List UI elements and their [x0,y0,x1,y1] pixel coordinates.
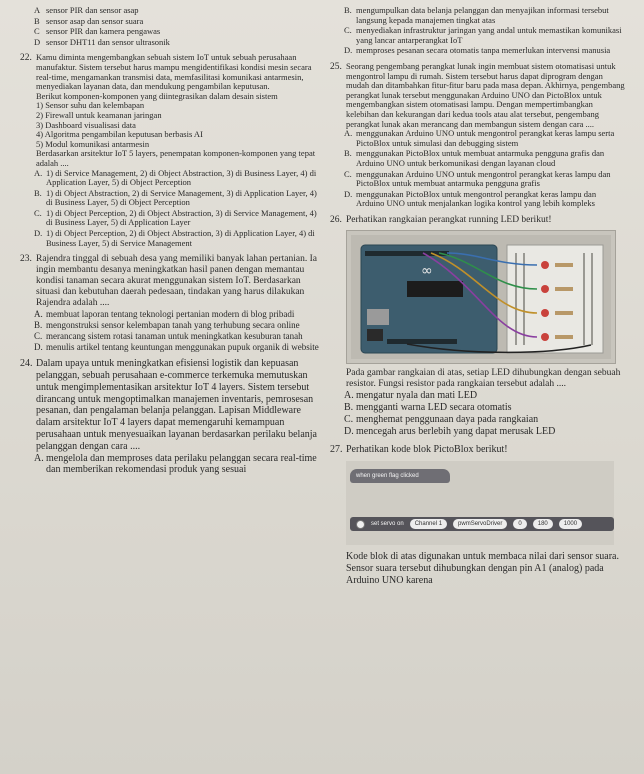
question-caption: Kode blok di atas digunakan untuk membaca nilai dari sensor suara. Sensor suara tersebut dihubungkan dengan pin A1 (analog) pada Arduino UNO karena [346,551,619,587]
question-number: 27. [330,443,343,455]
q26-option-c[interactable]: C. menghemat penggunaan daya pada rangkaian [344,414,539,426]
block-input: 0 [513,519,526,529]
block-input: 180 [533,519,553,529]
list-item: 3) Dashboard visualisasi data [36,119,136,130]
when-flag-clicked-block: when green flag clicked [350,469,450,483]
question-24 [20,358,320,475]
question-text: Kamu diminta mengembangkan sebuah sistem IoT untuk sebuah perusahaan manufaktur. Sistem tersebut harus mampu mengidentifikasi kondisi mesin secara real-time, mengamankan transmisi data, memfasilitasi komunikasi antarmesin, menyediakan layanan data, dan mendukung pengambilan keputusan. [36,52,312,92]
question-text: Dalam upaya untuk meningkatkan efisiensi logistik dan kepuasan pelanggan, sebuah perusahaan e-commerce terkemuka memutuskan untuk mengimplementasikan arsitektur IoT 4 layers. Sistem tersebut dirancang untuk mengoptimalkan manajemen inventaris, pemrosesan pesanan, dan pengalaman belanja pelanggan. Lapisan Middleware dalam arsitektur IoT 4 layers dapat memengaruhi kemampuan perusahaan untuk menyesuaikan layanan berdasarkan perilaku belanja pelanggan dengan cara .... [36,358,317,452]
question-caption: Pada gambar rangkaian di atas, setiap LED dihubungkan dengan sebuah resistor. Fungsi resistor pada rangkaian tersebut adalah .... [346,367,621,389]
list-item: 5) Modul komunikasi antarmesin [36,138,150,149]
question-text: Seorang pengembang perangkat lunak ingin membuat sistem otomatisasi untuk mengontrol lampu di rumah. Sistem tersebut harus dapat diprogram dengan mudah dan ditambahkan fitur-fitur baru pada masa depan. Akhirnya, pengembang perangkat lunak tersebut menggunakan Arduino UNO dan PictoBlox untuk mengembangkan sistem otomatisasi lampu. Dengan mempertimbangkan kelebihan dan kekurangan dari kedua tools atau alat tersebut, pengembang perangkat lunak akan merancang dan membangun sistem dengan cara .... [346,60,625,129]
q21-option-d[interactable]: D sensor DHT11 dan sensor ultrasonik [34,36,170,47]
question-number: 25. [330,61,342,72]
block-input: pwmServoDriver [453,519,507,529]
block-label: set servo on [371,521,404,528]
block-input: 1000 [559,519,582,529]
q22-option-c[interactable]: C. 1) di Object Perception, 2) di Object Abstraction, 3) di Service Management, 4) di Business Layer, 5) di Application Layer [34,207,317,228]
q23-option-a[interactable]: A. membuat laporan tentang teknologi pertanian modern di blog pribadi [34,309,295,320]
pictoblox-code-figure [346,461,614,545]
q26-option-a[interactable]: A. mengatur nyala dan mati LED [344,389,478,401]
q22-option-a[interactable]: A. 1) di Service Management, 2) di Object Abstraction, 3) di Business Layer, 4) di Application Layer, 5) di Object Perception [34,167,317,188]
q21-option-c[interactable]: C sensor PIR dan kamera pengawas [34,26,161,37]
arduino-circuit-figure [346,230,616,364]
left-column [20,6,320,480]
q25-option-d[interactable]: D. menggunakan PictoBlox untuk mengontrol perangkat keras lampu dan Arduino UNO untuk menjalankan logika kontrol yang lebih kompleks [344,188,597,209]
question-22 [20,53,320,248]
q23-option-b[interactable]: B. mengonstruksi sensor kelembapan tanah yang terhubung secara online [34,320,300,331]
question-text-3: Berdasarkan arsitektur IoT 5 layers, penempatan komponen-komponen yang tepat adalah .... [36,148,316,168]
question-21-options [20,6,320,47]
question-25 [330,62,626,209]
q24-option-a[interactable]: A. mengelola dan memproses data perilaku pelanggan secara real-time dan memberikan rekomendasi produk yang sesuai [34,452,317,475]
q25-option-a[interactable]: A. menggunakan Arduino UNO untuk mengontrol perangkat keras lampu serta PictoBlox untuk simulasi dan debugging sistem [344,128,615,148]
arduino-board-image [347,231,615,363]
q22-option-d[interactable]: D. 1) di Object Perception, 2) di Object Abstraction, 3) di Application Layer, 4) di Business Layer, 5) di Service Management [34,228,315,248]
question-26 [330,215,626,438]
q26-option-b[interactable]: B. mengganti warna LED secara otomatis [344,402,512,414]
q25-option-b[interactable]: B. menggunakan PictoBlox untuk membuat antarmuka pengguna grafis dan Arduino UNO untuk berkomunikasi dengan layanan cloud [344,148,605,168]
component-list [36,101,320,149]
set-servo-block [350,517,614,531]
q24-option-b[interactable]: B. mengumpulkan data belanja pelanggan dan menyajikan informasi tersebut langsung kepada manajemen tingkat atas [344,5,609,25]
q26-option-d[interactable]: D. mencegah arus berlebih yang dapat merusak LED [344,426,556,438]
list-item: 4) Algoritma pengambilan keputusan berbasis AI [36,129,203,140]
question-27 [330,444,626,587]
q24-option-c[interactable]: C. menyediakan infrastruktur jaringan yang andal untuk memastikan komunikasi yang lancar antarperangkat IoT [344,25,622,45]
question-text: Perhatikan kode blok PictoBlox berikut! [346,443,508,455]
question-number: 23. [20,254,32,265]
q21-option-a[interactable]: A sensor PIR dan sensor asap [34,5,139,15]
right-column [330,6,626,592]
list-item: 1) Sensor suhu dan kelembapan [36,100,145,111]
question-text: Perhatikan rangkaian perangkat running LED berikut! [346,214,552,225]
question-number: 24. [20,358,33,370]
q22-option-b[interactable]: B. 1) di Object Abstraction, 2) di Service Management, 3) di Application Layer, 4) di Business Layer, 5) di Object Perception [34,187,317,208]
question-24-options-cont [330,6,626,56]
q21-option-b[interactable]: B sensor asap dan sensor suara [34,15,144,26]
question-23 [20,254,320,352]
block-input: Channel 1 [410,519,447,529]
q23-option-c[interactable]: C. merancang sistem rotasi tanaman untuk meningkatkan kesuburan tanah [34,331,303,342]
q25-option-c[interactable]: C. menggunakan Arduino UNO untuk mengontrol perangkat keras lampu dan PictoBlox untuk membuat antarmuka pengguna grafis [344,168,611,189]
question-text: Rajendra tinggal di sebuah desa yang memiliki banyak lahan pertanian. Ia ingin membantu desanya meningkatkan hasil panen dengan memantau kondisi tanaman secara akurat menggunakan sistem IoT. Berdasarkan situasi dan kebutuhan daerah pedesaan, tindakan yang harus dilakukan Rajendra adalah .... [36,254,317,309]
question-number: 26. [330,214,342,225]
q23-option-d[interactable]: D. menulis artikel tentang keuntungan menggunakan pupuk organik di website [34,342,319,353]
svg-text:∞: ∞ [421,262,433,279]
extension-icon [356,520,365,529]
q24-option-d[interactable]: D. memproses pesanan secara otomatis tanpa memerlukan intervensi manusia [344,45,611,56]
list-item: 2) Firewall untuk keamanan jaringan [36,109,162,120]
question-number: 22. [20,53,32,64]
question-text-2: Berikut komponen-komponen yang diintegrasikan dalam desain sistem [36,90,278,101]
